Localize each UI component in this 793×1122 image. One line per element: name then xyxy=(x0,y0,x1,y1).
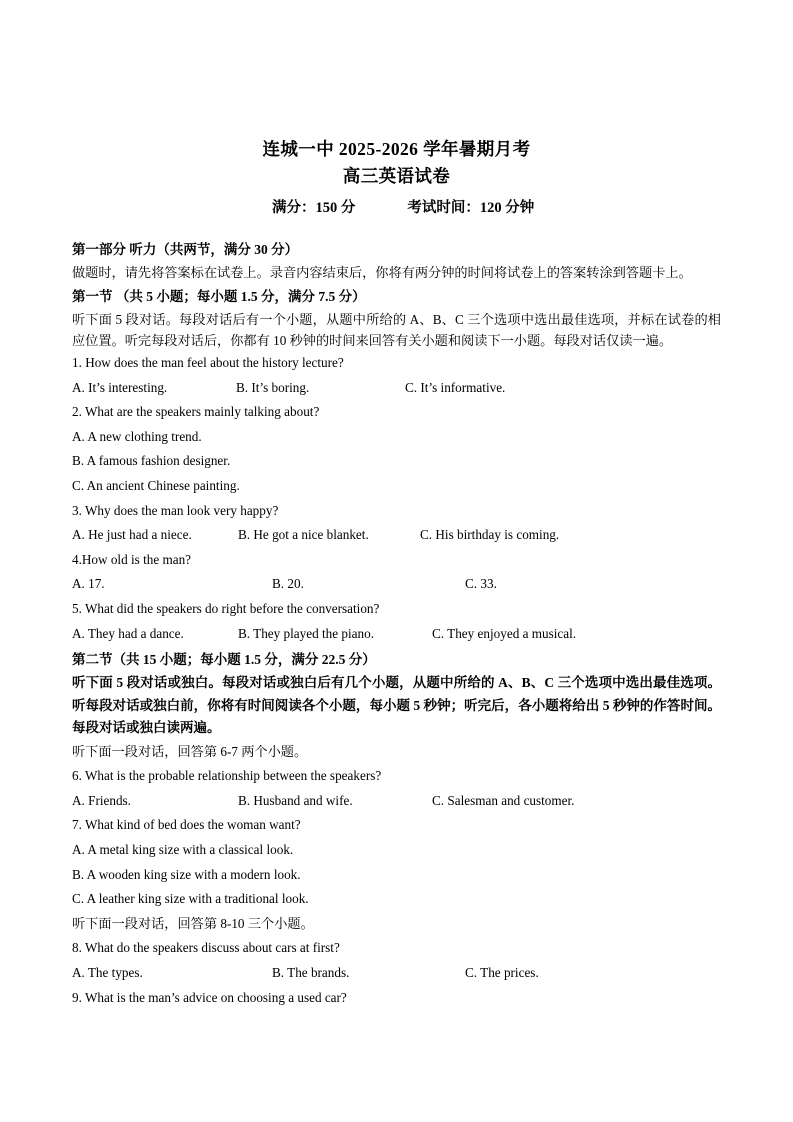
option-c[interactable]: C. Salesman and customer. xyxy=(432,792,575,808)
option-b[interactable]: B. Husband and wife. xyxy=(238,792,353,808)
question-options-4 xyxy=(72,572,721,597)
option-b[interactable]: B. They played the piano. xyxy=(238,625,374,641)
question-7-option-a[interactable]: A. A metal king size with a classical look. xyxy=(72,842,294,857)
section-2-heading: 第二节（共 15 小题；每小题 1.5 分，满分 22.5 分） xyxy=(72,652,376,668)
section-2-instruction: 听下面 5 段对话或独白。每段对话或独白后有几个小题，从题中所给的 A、B、C 三个选项中选出最佳选项。听每段对话或独白前，你将有时间阅读各个小题，每小题 5 秒钟；听完后，各小题将给出 5 秒钟的作答时间。每段对话或独白读两遍。 xyxy=(72,675,721,736)
option-a[interactable]: A. It’s interesting. xyxy=(72,379,168,395)
listening-lead-8-10: 听下面一段对话，回答第 8-10 三个小题。 xyxy=(72,915,314,931)
question-stem-4: 4.How old is the man? xyxy=(72,551,192,567)
title-block xyxy=(72,0,721,219)
option-c[interactable]: C. The prices. xyxy=(465,964,539,980)
option-b[interactable]: B. He got a nice blanket. xyxy=(238,527,369,543)
question-stem-9: 9. What is the man’s advice on choosing a used car? xyxy=(72,989,347,1005)
question-stem-2: 2. What are the speakers mainly talking about? xyxy=(72,404,320,420)
question-options-5 xyxy=(72,622,721,647)
question-stem-8: 8. What do the speakers discuss about cars at first? xyxy=(72,940,340,956)
option-b[interactable]: B. 20. xyxy=(272,576,304,592)
option-c[interactable]: C. It’s informative. xyxy=(405,379,506,395)
option-a[interactable]: A. They had a dance. xyxy=(72,625,184,641)
question-options-8 xyxy=(72,961,721,986)
question-2-option-a[interactable]: A. A new clothing trend. xyxy=(72,428,202,444)
question-options-6 xyxy=(72,789,721,814)
option-a[interactable]: A. The types. xyxy=(72,964,143,980)
question-7-option-c[interactable]: C. A leather king size with a traditional look. xyxy=(72,891,309,907)
page-subtitle: 高三英语试卷 xyxy=(342,166,451,186)
score-and-time-line xyxy=(72,198,721,219)
option-c[interactable]: C. They enjoyed a musical. xyxy=(432,625,577,641)
option-a[interactable]: A. Friends. xyxy=(72,792,131,808)
question-options-3 xyxy=(72,523,721,548)
page-title: 连城一中 2025-2026 学年暑期月考 xyxy=(262,139,531,159)
option-b[interactable]: B. It’s boring. xyxy=(236,379,310,395)
question-stem-7: 7. What kind of bed does the woman want? xyxy=(72,817,301,833)
question-stem-3: 3. Why does the man look very happy? xyxy=(72,502,279,518)
full-score-label: 满分：150 分 xyxy=(272,200,356,216)
question-7-option-b[interactable]: B. A wooden king size with a modern look. xyxy=(72,866,301,882)
option-b[interactable]: B. The brands. xyxy=(272,964,350,980)
option-c[interactable]: C. His birthday is coming. xyxy=(420,527,560,543)
question-stem-6: 6. What is the probable relationship between the speakers? xyxy=(72,768,382,784)
question-options-1 xyxy=(72,376,721,401)
option-a[interactable]: A. 17. xyxy=(72,576,105,592)
option-a[interactable]: A. He just had a niece. xyxy=(72,527,192,543)
question-2-option-b[interactable]: B. A famous fashion designer. xyxy=(72,453,231,469)
section-1-heading: 第一节 （共 5 小题；每小题 1.5 分，满分 7.5 分） xyxy=(72,289,366,304)
question-stem-1: 1. How does the man feel about the history lecture? xyxy=(72,355,344,370)
question-2-option-c[interactable]: C. An ancient Chinese painting. xyxy=(72,477,240,493)
question-stem-5: 5. What did the speakers do right before the conversation? xyxy=(72,600,380,616)
part-1-instruction: 做题时，请先将答案标在试卷上。录音内容结束后，你将有两分钟的时间将试卷上的答案转涂到答题卡上。 xyxy=(72,265,692,280)
part-1-heading: 第一部分 听力（共两节，满分 30 分） xyxy=(72,242,299,257)
section-1-instruction: 听下面 5 段对话。每段对话后有一个小题，从题中所给的 A、B、C 三个选项中选出最佳选项，并标在试卷的相应位置。听完每段对话后，你都有 10 秒钟的时间来回答有关小题和阅读下一小题。每段对话仅读一遍。 xyxy=(72,312,721,348)
exam-time-label: 考试时间：120 分钟 xyxy=(407,200,535,216)
option-c[interactable]: C. 33. xyxy=(465,576,497,592)
listening-lead-6-7: 听下面一段对话，回答第 6-7 两个小题。 xyxy=(72,743,308,759)
